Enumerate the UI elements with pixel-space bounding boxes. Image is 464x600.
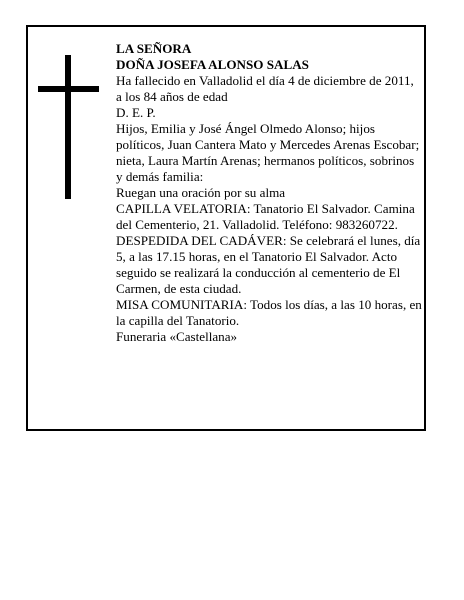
notice-text [116, 41, 422, 345]
cross-icon [38, 55, 99, 199]
deceased-name: DOÑA JOSEFA ALONSO SALAS [116, 57, 309, 72]
prayer-request: Ruegan una oración por su alma [116, 185, 286, 200]
chapel-info: CAPILLA VELATORIA: Tanatorio El Salvador. Camina del Cementerio, 21. Valladolid. Teléfono: 983260722. [116, 201, 415, 232]
obituary-notice [26, 25, 426, 431]
funeral-home: Funeraria «Castellana» [116, 329, 238, 344]
farewell-info: DESPEDIDA DEL CADÁVER: Se celebrará el lunes, día 5, a las 17.15 horas, en el Tanatorio El Salvador. Acto seguido se realizará la conducción al cementerio de El Carmen, de esta ciudad. [116, 233, 421, 296]
family-list: Hijos, Emilia y José Ángel Olmedo Alonso; hijos políticos, Juan Cantera Mato y Mercedes Arenas Escobar; nieta, Laura Martín Arenas; hermanos políticos, sobrinos y demás familia: [116, 121, 420, 184]
rip-line: D. E. P. [116, 105, 156, 120]
mass-info: MISA COMUNITARIA: Todos los días, a las 10 horas, en la capilla del Tanatorio. [116, 297, 422, 328]
death-announcement: Ha fallecido en Valladolid el día 4 de diciembre de 2011, a los 84 años de edad [116, 73, 414, 104]
notice-title: LA SEÑORA [116, 41, 192, 56]
cross-vertical-bar [65, 55, 71, 199]
cross-horizontal-bar [38, 86, 99, 92]
